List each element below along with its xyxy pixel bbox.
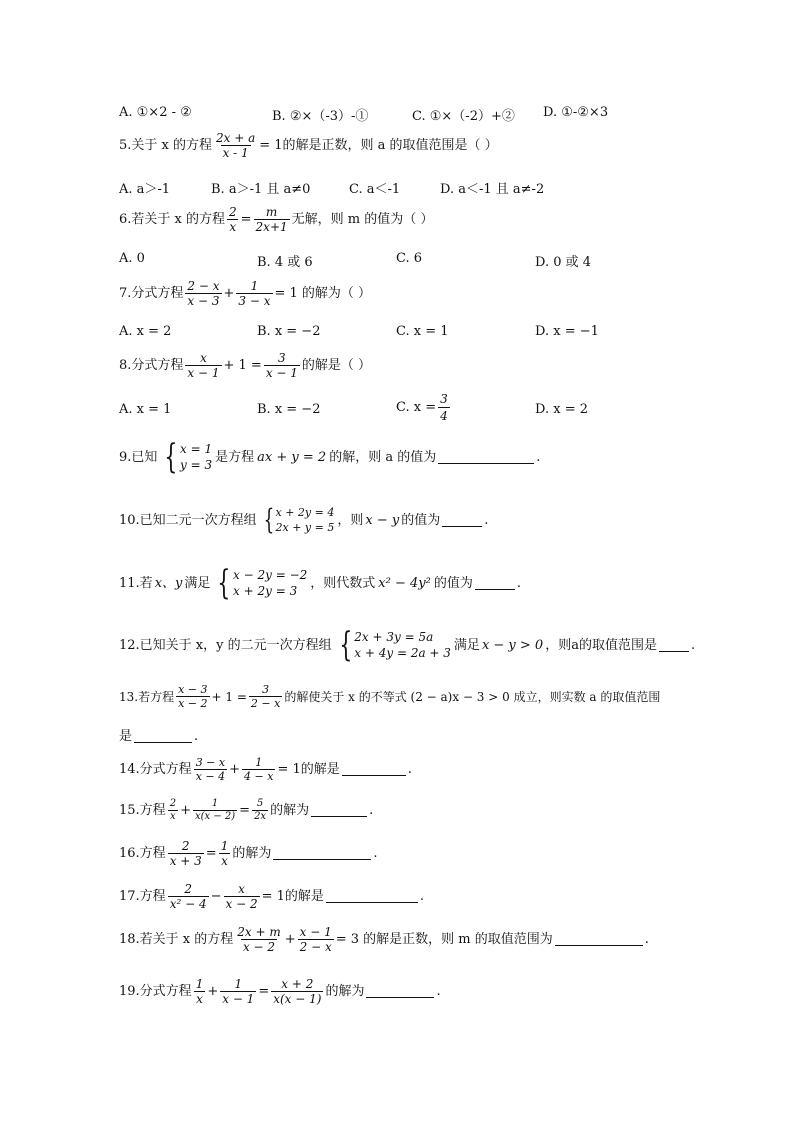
q5-fraction: $\frac{2x + a}{x - 1}$ xyxy=(216,131,256,160)
q5-text: 5.关于 x 的方程 xyxy=(119,138,212,153)
option-c: C. x = $\frac{3}{4}$ xyxy=(396,392,448,423)
question-9: 9.已知 { x = 1 y = 3 是方程 ax + y = 2 的解，则 a 的值为 . xyxy=(119,437,541,477)
question-7: 7.分式方程 $\frac{2 - x}{x - 3}$ + $\frac{1}{3 - x}$ = 1 的解为（ ） xyxy=(119,279,372,308)
answer-blank[interactable] xyxy=(475,577,515,590)
question-13: 13.若方程 $\frac{x - 3}{x - 2}$ + 1 = $\frac{3}{2 - x}$ 的解使关于 x 的不等式 (2 − a)x − 3 > 0 成立，则实数 a 的取值范围 xyxy=(119,683,661,710)
option-b: B. a＞-1 且 a≠0 xyxy=(211,182,311,197)
option-a: A. x = 2 xyxy=(119,324,172,339)
question-10: 10.已知二元一次方程组 { x + 2y = 4 2x + y = 5 ，则 x − y 的值为 . xyxy=(119,503,489,536)
question-15: 15.方程 $\frac{2}{x}$ + $\frac{1}{x(x - 2)}$ = $\frac{5}{2x}$ 的解为 . xyxy=(119,798,374,822)
question-11: 11.若 x、y 满足 { x − 2y = −2 x + 2y = 3 ，则代数式 x² − 4y² 的值为 . xyxy=(119,563,521,603)
question-5 xyxy=(119,132,498,159)
option-b: B. x = −2 xyxy=(257,324,321,339)
equation-system: { x = 1 y = 3 xyxy=(164,437,213,477)
option-a: A. ①×2 - ② xyxy=(119,105,192,120)
question-16: 16.方程 $\frac{2}{x + 3}$ = $\frac{1}{x}$ 的解为 . xyxy=(119,839,378,868)
answer-blank[interactable] xyxy=(366,985,434,998)
question-18: 18.若关于 x 的方程 $\frac{2x + m}{x - 2}$ + $\frac{x - 1}{2 - x}$ = 3 的解是正数，则 m 的取值范围为 . xyxy=(119,925,649,954)
question-19: 19.分式方程 $\frac{1}{x}$ + $\frac{1}{x - 1}$ = $\frac{x + 2}{x(x - 1)}$ 的解为 . xyxy=(119,977,441,1006)
option-c: C. a＜-1 xyxy=(349,182,401,197)
option-c: C. x = 1 xyxy=(396,324,449,339)
option-d: D. x = −1 xyxy=(535,324,599,339)
option-d: D. a＜-1 且 a≠-2 xyxy=(440,182,545,197)
q5-suffix: = 1的解是正数，则 a 的取值范围是（ ） xyxy=(259,138,498,153)
answer-blank[interactable] xyxy=(326,890,418,903)
answer-blank[interactable] xyxy=(342,763,406,776)
question-13-line-2: 是 . xyxy=(119,729,199,744)
question-6: 6.若关于 x 的方程 $\frac{2}{x}$ = $\frac{m}{2x+1}$ 无解，则 m 的值为（ ） xyxy=(119,205,434,234)
answer-blank[interactable] xyxy=(273,847,371,860)
question-14: 14.分式方程 $\frac{3 - x}{x - 4}$ + $\frac{1}{4 - x}$ = 1的解是 . xyxy=(119,756,412,783)
option-d: D. 0 或 4 xyxy=(535,255,592,270)
equation-system: { x − 2y = −2 x + 2y = 3 xyxy=(217,563,308,603)
option-a: A. 0 xyxy=(119,251,145,266)
answer-blank[interactable] xyxy=(659,639,689,652)
answer-blank[interactable] xyxy=(311,804,367,817)
option-c: C. ①×（-2）+② xyxy=(412,109,515,124)
equation-system: { 2x + 3y = 5a x + 4y = 2a + 3 xyxy=(338,625,451,665)
option-a: A. x = 1 xyxy=(119,402,172,417)
question-8: 8.分式方程 $\frac{x}{x - 1}$ + 1 = $\frac{3}{x - 1}$ 的解是（ ） xyxy=(119,351,372,380)
option-a: A. a＞-1 xyxy=(119,182,171,197)
option-b: B. x = −2 xyxy=(257,402,321,417)
answer-blank[interactable] xyxy=(555,933,643,946)
answer-blank[interactable] xyxy=(134,730,192,743)
option-d: D. x = 2 xyxy=(535,402,588,417)
option-d: D. ①-②×3 xyxy=(543,105,609,120)
equation-system: { x + 2y = 4 2x + y = 5 xyxy=(263,503,335,536)
option-b: B. 4 或 6 xyxy=(257,255,313,270)
question-17: 17.方程 $\frac{2}{\text{x² − 4}}$ − $\frac{x}{x - 2}$ = 1的解是 . xyxy=(119,882,425,911)
option-c: C. 6 xyxy=(396,251,423,266)
option-b: B. ②×（-3）-① xyxy=(272,109,369,124)
answer-blank[interactable] xyxy=(442,514,482,527)
answer-blank[interactable] xyxy=(438,451,534,464)
question-12: 12.已知关于 x，y 的二元一次方程组 { 2x + 3y = 5a x + 4y = 2a + 3 满足 x − y > 0 ，则a的取值范围是 . xyxy=(119,625,696,665)
